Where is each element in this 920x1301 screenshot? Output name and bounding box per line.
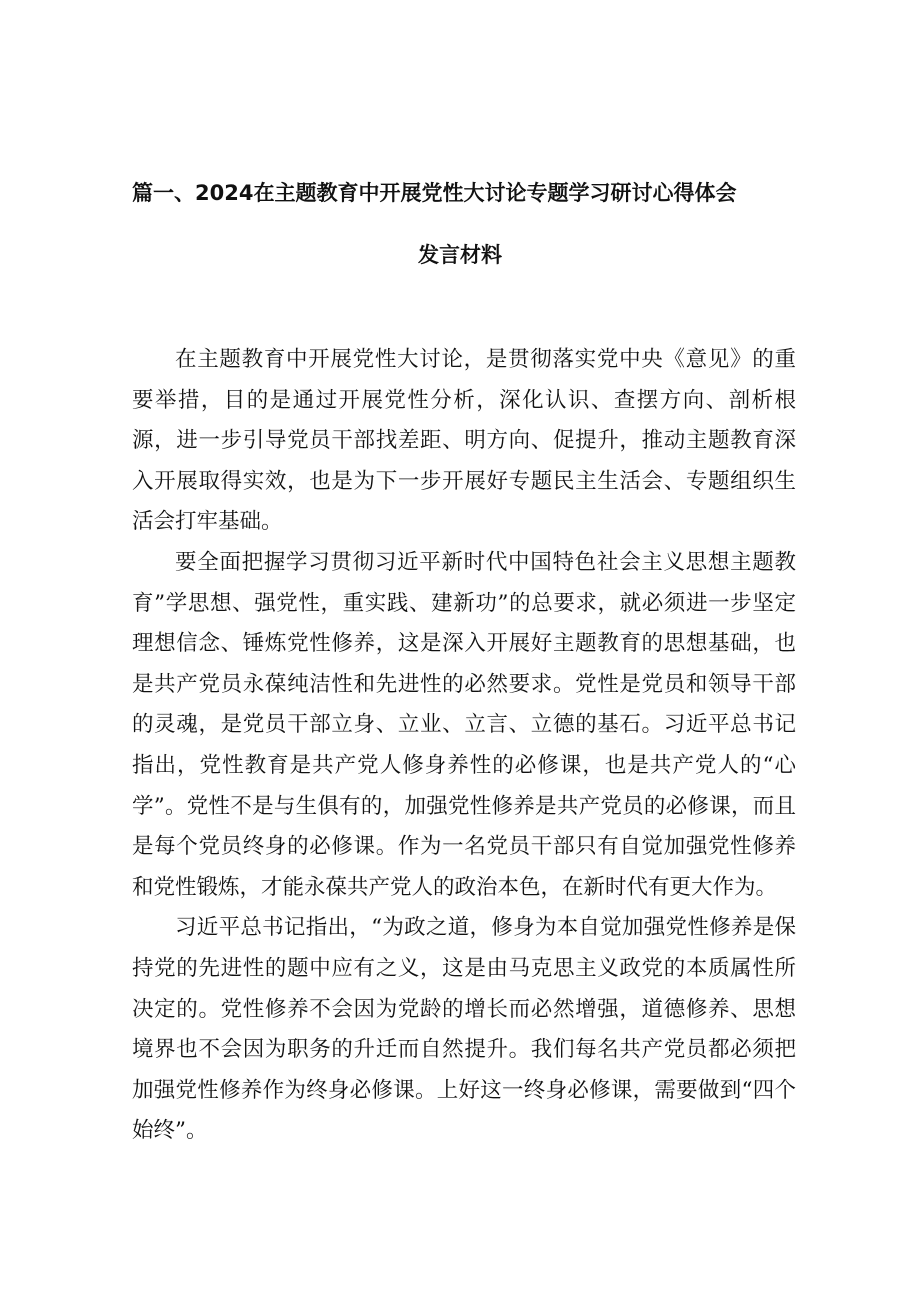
document-title-line-1: 篇一、2024在主题教育中开展党性大讨论专题学习研讨心得体会	[132, 181, 737, 205]
paragraph-1: 在主题教育中开展党性大讨论，是贯彻落实党中央《意见》的重要举措，目的是通过开展党性分析，深化认识、查摆方向、剖析根源，进一步引导党员干部找差距、明方向、促提升，推动主题教育深入开展取得实效，也是为下一步开展好专题民主生活会、专题组织生活会打牢基础。	[132, 347, 796, 535]
paragraph-2: 要全面把握学习贯彻习近平新时代中国特色社会主义思想主题教育”学思想、强党性，重实践、建新功”的总要求，就必须进一步坚定理想信念、锤炼党性修养，这是深入开展好主题教育的思想基础，也是共产党员永葆纯洁性和先进性的必然要求。党性是党员和领导干部的灵魂，是党员干部立身、立业、立言、立德的基石。习近平总书记指出，党性教育是共产党人修身养性的必修课，也是共产党人的“心学”。党性不是与生俱有的，加强党性修养是共产党员的必修课，而且是每个党员终身的必修课。作为一名党员干部只有自觉加强党性修养和党性锻炼，才能永葆共产党人的政治本色，在新时代有更大作为。	[132, 549, 796, 900]
paragraph-3: 习近平总书记指出，“为政之道，修身为本自觉加强党性修养是保持党的先进性的题中应有之义，这是由马克思主义政党的本质属性所决定的。党性修养不会因为党龄的增长而必然增强，道德修养、思想境界也不会因为职务的升迁而自然提升。我们每名共产党员都必须把加强党性修养作为终身必修课。上好这一终身必修课，需要做到“四个始终”。	[132, 915, 796, 1144]
document-title-line-2: 发言材料	[418, 243, 502, 267]
document-body	[132, 340, 796, 1152]
